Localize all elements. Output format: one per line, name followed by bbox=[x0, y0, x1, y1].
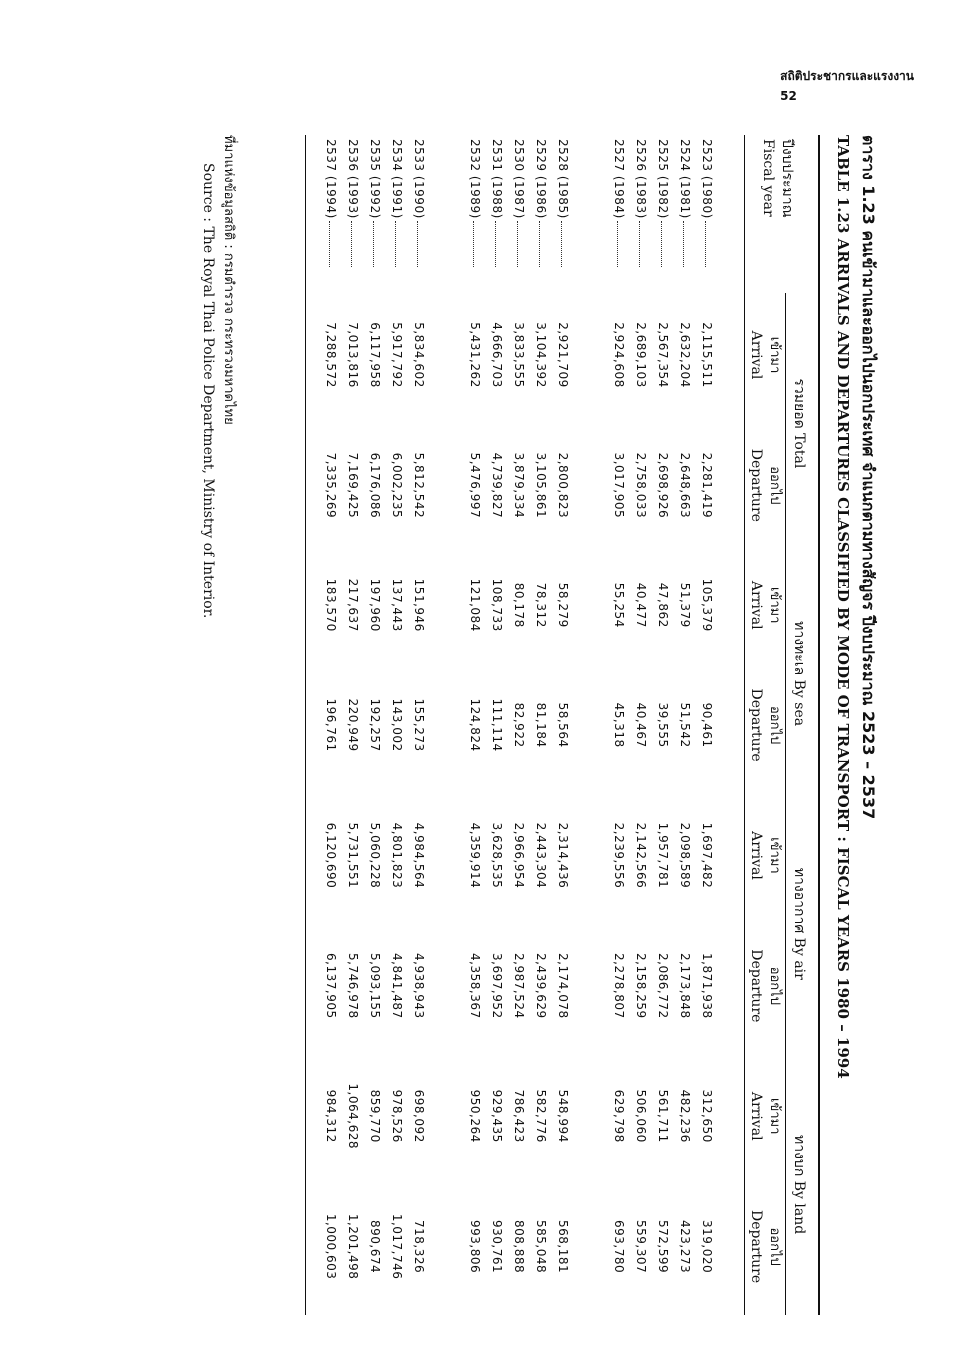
land-departure-header bbox=[745, 1178, 786, 1315]
value-cell: 5,834,602 bbox=[412, 322, 426, 388]
year-cell bbox=[696, 135, 718, 293]
value-cell: 3,628,535 bbox=[490, 822, 504, 889]
value-cell: 3,105,861 bbox=[534, 452, 548, 519]
value-cell: 930,761 bbox=[490, 1220, 504, 1274]
value-cell: 4,666,703 bbox=[490, 322, 504, 388]
leader-dots bbox=[329, 221, 330, 267]
table-row bbox=[386, 135, 408, 1315]
group-header-air: ทางอากาศ By air bbox=[786, 793, 820, 1054]
value-cell: 929,435 bbox=[490, 1089, 504, 1143]
value-cell: 3,017,905 bbox=[612, 452, 626, 519]
value-cell: 40,477 bbox=[634, 582, 648, 628]
value-cell: 2,098,589 bbox=[678, 822, 692, 889]
table-row bbox=[320, 135, 342, 1315]
page-number: 52 bbox=[780, 89, 797, 103]
year-header-english: Fiscal year bbox=[760, 139, 776, 217]
table-row bbox=[408, 135, 430, 1315]
value-cell: 220,949 bbox=[346, 698, 360, 752]
value-cell: 155,273 bbox=[412, 698, 426, 752]
table-row bbox=[696, 135, 718, 1315]
value-cell: 105,379 bbox=[700, 578, 714, 632]
year-label: 2531 (1988) bbox=[490, 139, 504, 219]
value-cell: 2,966,954 bbox=[512, 822, 526, 889]
arrival-header-thai: เข้ามา bbox=[767, 586, 782, 624]
page-header bbox=[780, 66, 914, 106]
value-cell: 143,002 bbox=[390, 698, 404, 752]
leader-dots bbox=[417, 221, 418, 267]
value-cell: 2,239,556 bbox=[612, 822, 626, 889]
arrival-header-english: Arrival bbox=[748, 831, 764, 880]
leader-dots bbox=[561, 221, 562, 267]
departure-header-thai: ออกไป bbox=[767, 1227, 782, 1266]
value-cell: 51,542 bbox=[678, 702, 692, 748]
value-cell: 2,281,419 bbox=[700, 452, 714, 519]
source-english: Source : The Royal Thai Police Department, Ministry of Interior. bbox=[200, 163, 216, 619]
value-cell: 2,314,436 bbox=[556, 822, 570, 889]
table-row bbox=[486, 135, 508, 1315]
table-row bbox=[530, 135, 552, 1315]
leader-dots bbox=[517, 221, 518, 267]
value-cell: 2,648,663 bbox=[678, 452, 692, 519]
value-cell: 2,142,566 bbox=[634, 822, 648, 889]
value-cell: 5,812,542 bbox=[412, 452, 426, 519]
table-row bbox=[364, 135, 386, 1315]
value-cell: 978,526 bbox=[390, 1089, 404, 1143]
table-row bbox=[342, 135, 364, 1315]
year-cell bbox=[608, 135, 630, 293]
year-cell bbox=[652, 135, 674, 293]
source-thai: ที่มาแห่งข้อมูลสถิติ : กรมตำรวจ กระทรวงมหาดไทย bbox=[221, 135, 236, 425]
value-cell: 4,739,827 bbox=[490, 452, 504, 519]
value-cell: 217,637 bbox=[346, 578, 360, 632]
table-row bbox=[630, 135, 652, 1315]
value-cell: 5,746,978 bbox=[346, 953, 360, 1019]
year-cell bbox=[552, 135, 574, 293]
value-cell: 2,987,524 bbox=[512, 953, 526, 1019]
value-cell: 3,697,952 bbox=[490, 953, 504, 1019]
value-cell: 7,013,816 bbox=[346, 322, 360, 388]
value-cell: 40,467 bbox=[634, 702, 648, 748]
departure-header-english: Departure bbox=[748, 949, 764, 1023]
value-cell: 6,002,235 bbox=[390, 452, 404, 519]
value-cell: 506,060 bbox=[634, 1089, 648, 1143]
year-label: 2528 (1985) bbox=[556, 139, 570, 219]
table-caption-english: TABLE 1.23 ARRIVALS AND DEPARTURES CLASSIFIED BY MODE OF TRANSPORT : FISCAL YEARS 1980 – 1994 bbox=[834, 135, 852, 1079]
year-cell bbox=[386, 135, 408, 293]
value-cell: 2,632,204 bbox=[678, 322, 692, 388]
value-cell: 548,994 bbox=[556, 1089, 570, 1143]
sub-header-row bbox=[745, 135, 786, 1315]
sea-arrival-header bbox=[745, 554, 786, 657]
departure-header-english: Departure bbox=[748, 688, 764, 762]
value-cell: 39,555 bbox=[656, 702, 670, 748]
value-cell: 6,120,690 bbox=[324, 822, 338, 889]
table-body bbox=[306, 135, 745, 1315]
value-cell: 58,564 bbox=[556, 702, 570, 748]
value-cell: 2,758,033 bbox=[634, 452, 648, 519]
departure-header-thai: ออกไป bbox=[767, 966, 782, 1005]
value-cell: 7,169,425 bbox=[346, 452, 360, 519]
value-cell: 1,000,603 bbox=[324, 1213, 338, 1280]
year-header-thai: ปีงบประมาณ bbox=[779, 139, 795, 218]
value-cell: 5,731,551 bbox=[346, 822, 360, 889]
value-cell: 2,115,511 bbox=[700, 322, 714, 388]
sea-departure-header bbox=[745, 657, 786, 794]
year-label: 2529 (1986) bbox=[534, 139, 548, 219]
year-label: 2526 (1983) bbox=[634, 139, 648, 219]
year-label: 2524 (1981) bbox=[678, 139, 692, 219]
year-label: 2523 (1980) bbox=[700, 139, 714, 219]
arrival-header-english: Arrival bbox=[748, 1091, 764, 1141]
value-cell: 2,567,354 bbox=[656, 322, 670, 388]
year-label: 2532 (1989) bbox=[468, 139, 482, 219]
value-cell: 5,476,997 bbox=[468, 452, 482, 519]
year-cell bbox=[674, 135, 696, 293]
total-arrival-header bbox=[745, 293, 786, 417]
arrival-header-english: Arrival bbox=[748, 330, 764, 380]
value-cell: 1,064,628 bbox=[346, 1083, 360, 1149]
value-cell: 58,279 bbox=[556, 582, 570, 628]
header-title: สถิติประชากรและแรงงาน bbox=[780, 69, 914, 83]
value-cell: 559,307 bbox=[634, 1220, 648, 1274]
year-label: 2527 (1984) bbox=[612, 139, 626, 219]
year-label: 2536 (1993) bbox=[346, 139, 360, 219]
value-cell: 2,921,709 bbox=[556, 322, 570, 388]
value-cell: 2,278,807 bbox=[612, 953, 626, 1019]
rotated-table-region bbox=[180, 135, 880, 1335]
value-cell: 4,938,943 bbox=[412, 953, 426, 1019]
value-cell: 423,273 bbox=[678, 1220, 692, 1274]
year-cell bbox=[464, 135, 486, 293]
value-cell: 192,257 bbox=[368, 698, 382, 752]
leader-dots bbox=[473, 221, 474, 267]
value-cell: 6,176,086 bbox=[368, 452, 382, 519]
value-cell: 890,674 bbox=[368, 1220, 382, 1274]
value-cell: 582,776 bbox=[534, 1089, 548, 1143]
leader-dots bbox=[495, 221, 496, 267]
value-cell: 108,733 bbox=[490, 578, 504, 632]
arrival-header-thai: เข้ามา bbox=[767, 837, 782, 874]
value-cell: 5,917,792 bbox=[390, 322, 404, 388]
value-cell: 319,020 bbox=[700, 1220, 714, 1274]
value-cell: 183,570 bbox=[324, 578, 338, 632]
total-departure-header bbox=[745, 417, 786, 554]
value-cell: 561,711 bbox=[656, 1089, 670, 1143]
value-cell: 2,086,772 bbox=[656, 953, 670, 1019]
value-cell: 808,888 bbox=[512, 1220, 526, 1274]
leader-dots bbox=[661, 221, 662, 267]
leader-dots bbox=[617, 221, 618, 267]
group-header-sea: ทางทะเล By sea bbox=[786, 554, 820, 794]
value-cell: 1,697,482 bbox=[700, 822, 714, 889]
arrival-header-thai: เข้ามา bbox=[767, 1097, 782, 1135]
value-cell: 47,862 bbox=[656, 582, 670, 628]
year-label: 2533 (1990) bbox=[412, 139, 426, 219]
year-cell bbox=[342, 135, 364, 293]
value-cell: 1,871,938 bbox=[700, 953, 714, 1019]
value-cell: 82,922 bbox=[512, 702, 526, 748]
value-cell: 80,178 bbox=[512, 582, 526, 628]
value-cell: 78,312 bbox=[534, 582, 548, 628]
value-cell: 55,254 bbox=[612, 582, 626, 628]
value-cell: 693,780 bbox=[612, 1220, 626, 1274]
value-cell: 4,841,487 bbox=[390, 953, 404, 1019]
value-cell: 3,879,334 bbox=[512, 452, 526, 519]
value-cell: 4,984,564 bbox=[412, 822, 426, 889]
value-cell: 585,048 bbox=[534, 1220, 548, 1274]
value-cell: 81,184 bbox=[534, 702, 548, 748]
value-cell: 2,800,823 bbox=[556, 452, 570, 519]
value-cell: 137,443 bbox=[390, 578, 404, 632]
table-row bbox=[652, 135, 674, 1315]
value-cell: 4,801,823 bbox=[390, 822, 404, 889]
departure-header-english: Departure bbox=[748, 448, 764, 522]
leader-dots bbox=[395, 221, 396, 267]
table-caption-thai: ตาราง 1.23 คนเข้ามาและออกไปนอกประเทศ จำแนกตามทางสัญจร ปีงบประมาณ 2523 – 2537 bbox=[859, 135, 878, 820]
value-cell: 90,461 bbox=[700, 702, 714, 748]
land-arrival-header bbox=[745, 1054, 786, 1178]
year-cell bbox=[508, 135, 530, 293]
value-cell: 572,599 bbox=[656, 1220, 670, 1274]
table-row bbox=[464, 135, 486, 1315]
table-row bbox=[674, 135, 696, 1315]
value-cell: 993,806 bbox=[468, 1220, 482, 1274]
value-cell: 2,174,078 bbox=[556, 953, 570, 1019]
value-cell: 2,443,304 bbox=[534, 822, 548, 889]
departure-header-thai: ออกไป bbox=[767, 466, 782, 505]
value-cell: 45,318 bbox=[612, 702, 626, 748]
year-label: 2530 (1987) bbox=[512, 139, 526, 219]
value-cell: 121,084 bbox=[468, 578, 482, 632]
value-cell: 2,158,259 bbox=[634, 953, 648, 1019]
value-cell: 698,092 bbox=[412, 1089, 426, 1143]
air-arrival-header bbox=[745, 793, 786, 917]
value-cell: 5,060,228 bbox=[368, 822, 382, 889]
leader-dots bbox=[639, 221, 640, 267]
value-cell: 1,017,746 bbox=[390, 1213, 404, 1280]
leader-dots bbox=[539, 221, 540, 267]
group-header-total: รวมยอด Total bbox=[786, 293, 820, 554]
value-cell: 786,423 bbox=[512, 1089, 526, 1143]
value-cell: 124,824 bbox=[468, 698, 482, 752]
year-column-header bbox=[745, 135, 820, 293]
year-label: 2535 (1992) bbox=[368, 139, 382, 219]
year-label: 2534 (1991) bbox=[390, 139, 404, 219]
table-row bbox=[552, 135, 574, 1315]
value-cell: 5,431,262 bbox=[468, 322, 482, 388]
transport-table bbox=[305, 135, 820, 1315]
leader-dots bbox=[705, 221, 706, 267]
arrival-header-thai: เข้ามา bbox=[767, 336, 782, 374]
value-cell: 1,957,781 bbox=[656, 822, 670, 889]
value-cell: 2,924,608 bbox=[612, 322, 626, 388]
group-header-land: ทางบก By land bbox=[786, 1054, 820, 1315]
year-cell bbox=[630, 135, 652, 293]
year-cell bbox=[320, 135, 342, 293]
table-row bbox=[508, 135, 530, 1315]
value-cell: 51,379 bbox=[678, 582, 692, 628]
value-cell: 5,093,155 bbox=[368, 953, 382, 1019]
value-cell: 2,689,103 bbox=[634, 322, 648, 388]
year-cell bbox=[408, 135, 430, 293]
arrival-header-english: Arrival bbox=[748, 580, 764, 630]
value-cell: 6,137,905 bbox=[324, 953, 338, 1019]
value-cell: 2,173,848 bbox=[678, 953, 692, 1019]
value-cell: 4,358,367 bbox=[468, 953, 482, 1019]
value-cell: 482,236 bbox=[678, 1089, 692, 1143]
value-cell: 568,181 bbox=[556, 1220, 570, 1274]
air-departure-header bbox=[745, 917, 786, 1054]
value-cell: 151,946 bbox=[412, 578, 426, 632]
value-cell: 3,104,392 bbox=[534, 322, 548, 388]
value-cell: 7,288,572 bbox=[324, 322, 338, 388]
value-cell: 312,650 bbox=[700, 1089, 714, 1143]
value-cell: 111,114 bbox=[490, 698, 504, 752]
value-cell: 1,201,498 bbox=[346, 1213, 360, 1280]
departure-header-english: Departure bbox=[748, 1210, 764, 1284]
year-cell bbox=[364, 135, 386, 293]
value-cell: 2,698,926 bbox=[656, 452, 670, 519]
leader-dots bbox=[683, 221, 684, 267]
value-cell: 196,761 bbox=[324, 698, 338, 752]
value-cell: 4,359,914 bbox=[468, 822, 482, 889]
leader-dots bbox=[373, 221, 374, 267]
year-label: 2537 (1994) bbox=[324, 139, 338, 219]
value-cell: 197,960 bbox=[368, 578, 382, 632]
value-cell: 718,326 bbox=[412, 1220, 426, 1274]
value-cell: 3,833,555 bbox=[512, 322, 526, 388]
leader-dots bbox=[351, 221, 352, 267]
year-cell bbox=[530, 135, 552, 293]
table-row bbox=[608, 135, 630, 1315]
value-cell: 2,439,629 bbox=[534, 953, 548, 1019]
departure-header-thai: ออกไป bbox=[767, 705, 782, 745]
value-cell: 7,335,269 bbox=[324, 452, 338, 519]
value-cell: 984,312 bbox=[324, 1089, 338, 1143]
value-cell: 859,770 bbox=[368, 1089, 382, 1143]
year-cell bbox=[486, 135, 508, 293]
year-label: 2525 (1982) bbox=[656, 139, 670, 219]
value-cell: 629,798 bbox=[612, 1089, 626, 1143]
value-cell: 6,117,958 bbox=[368, 322, 382, 388]
value-cell: 950,264 bbox=[468, 1089, 482, 1143]
